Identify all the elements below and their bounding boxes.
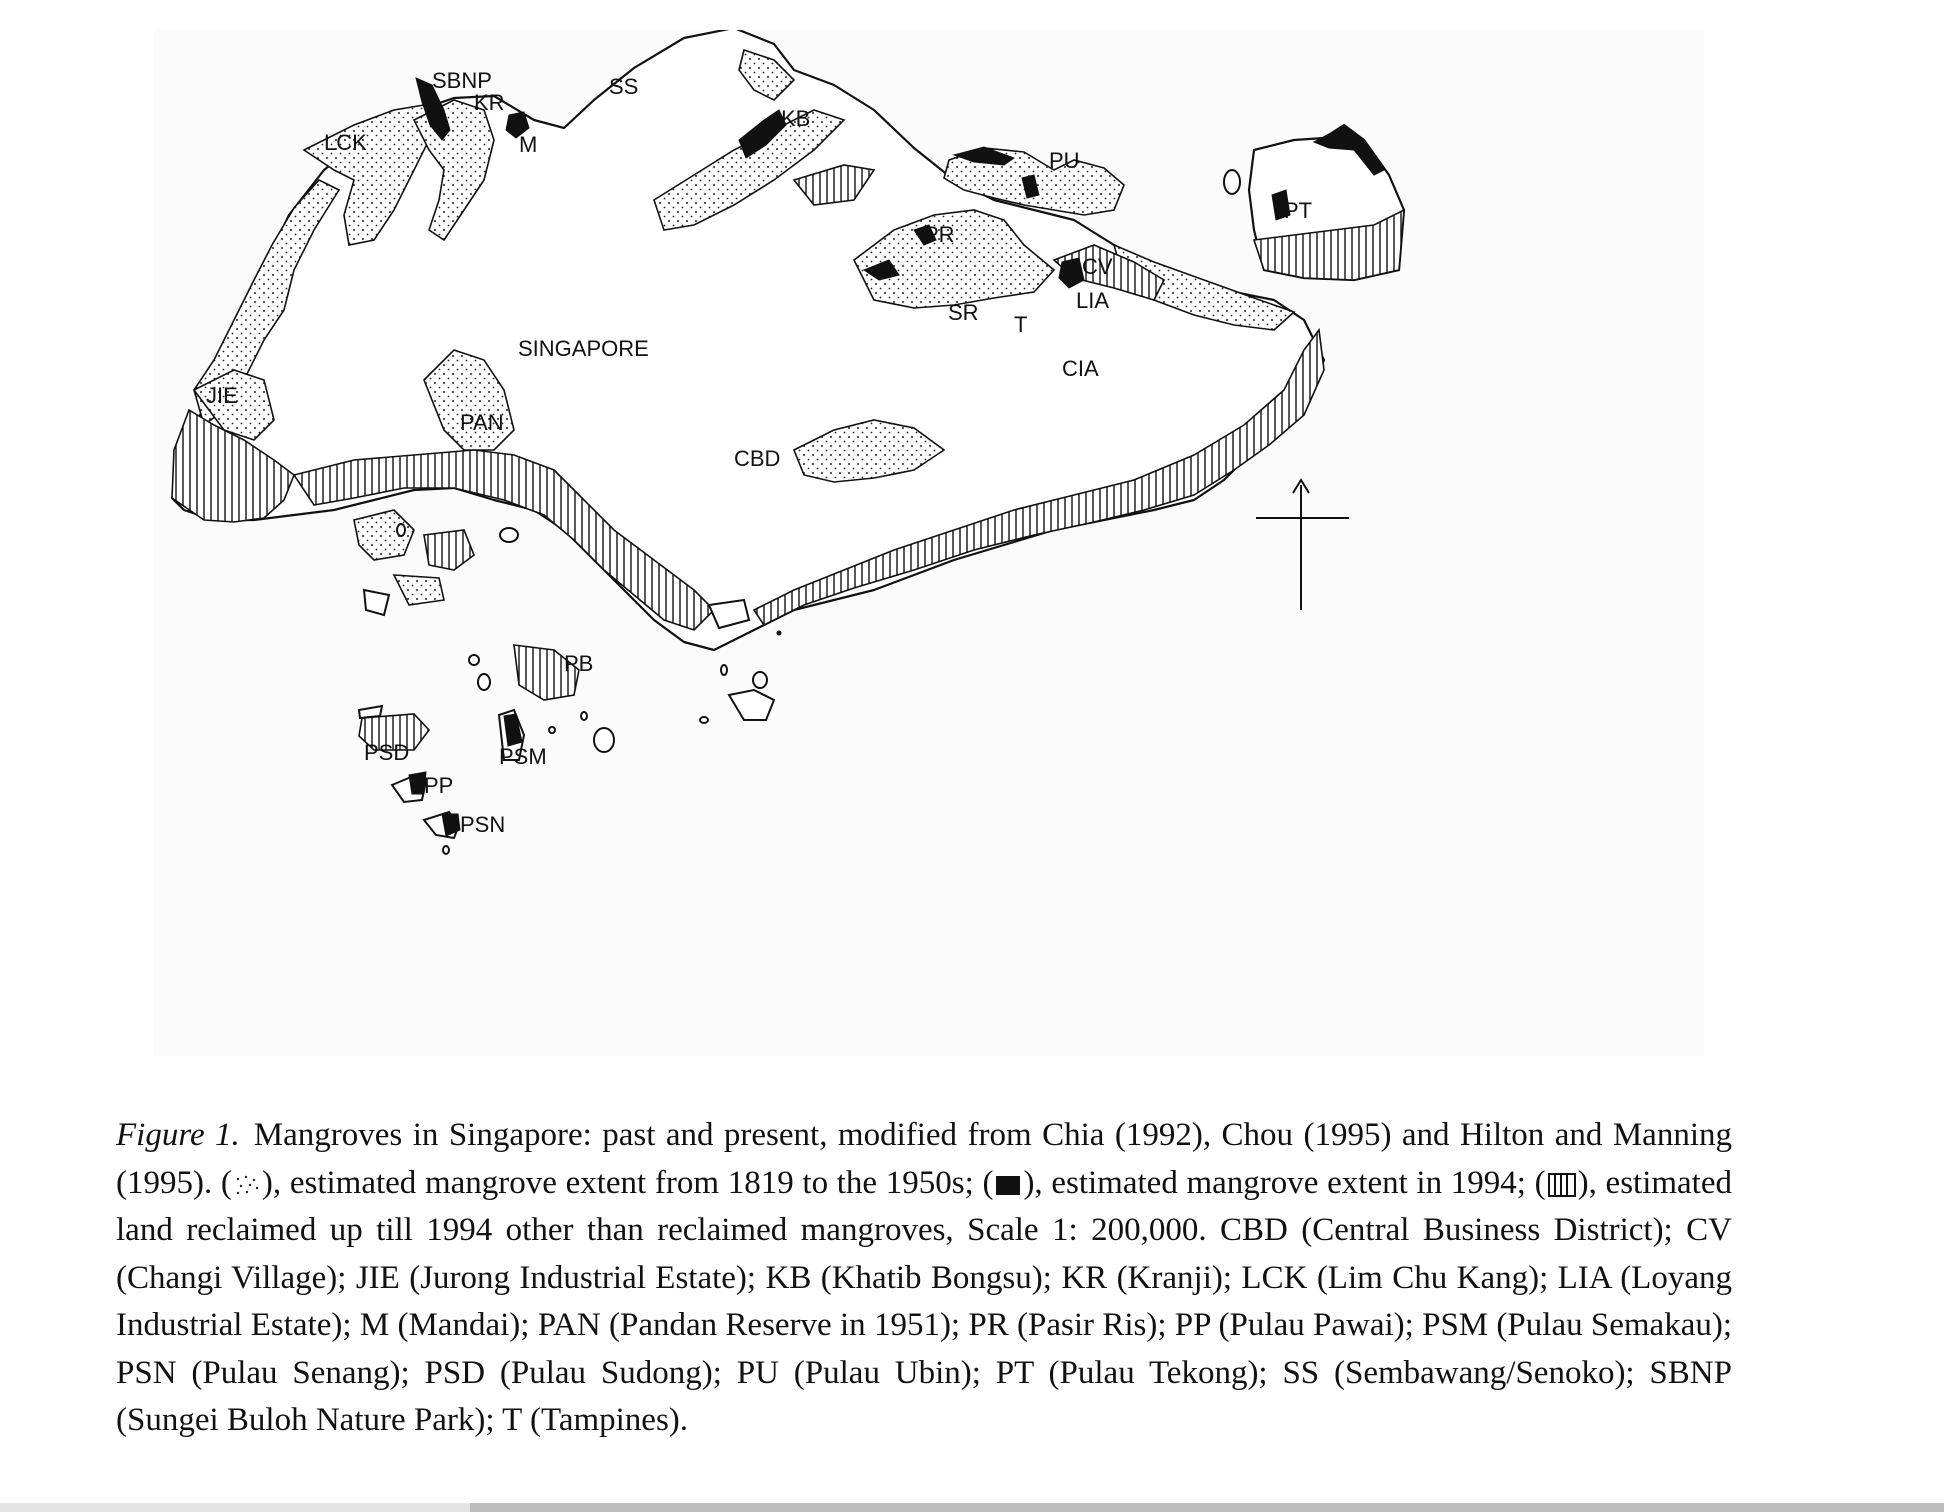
label-pp: PP <box>424 773 454 798</box>
label-t: T <box>1014 312 1028 337</box>
label-pu: PU <box>1049 148 1080 173</box>
label-lia: LIA <box>1076 288 1110 313</box>
north-arrow-icon <box>1256 480 1349 610</box>
label-psd: PSD <box>364 740 410 765</box>
islet-psn-south <box>443 846 449 854</box>
mangrove-map <box>154 30 1704 1056</box>
islet-south-5 <box>500 528 518 542</box>
label-psm: PSM <box>499 744 547 769</box>
label-cv: CV <box>1082 254 1113 279</box>
islet-south-6 <box>397 524 405 536</box>
island-south-4 <box>364 590 389 615</box>
label-pt: PT <box>1284 198 1313 223</box>
dotted-pattern-icon <box>233 1173 261 1197</box>
label-m: M <box>519 132 538 157</box>
island-south-2 <box>424 530 474 570</box>
singapore-main-island <box>172 30 1324 650</box>
vertical-lines-box-icon <box>1547 1172 1577 1198</box>
caption-text-4: ), estimated land reclaimed up till 1994 other than reclaimed mangroves, Scale 1: 200,000. CBD (Central Business District); CV (Changi Village); JIE (Jurong Industrial Estate); KB (Khatib Bongsu); KR (Kranji); LCK (Lim Chu Kang); LIA (Loyang Industrial Estate); M (Mandai); PAN (Pandan Reserve in 1951); PR (Pasir Ris); PP (Pulau Pawai); PSM (Pulau Semakau); PSN (Pulau Senang); PSD (Pulau Sudong); PU (Pulau Ubin); PT (Pulau Tekong); SS (Sembawang/Senoko); SBNP (Sungei Buloh Nature Park); T (Tampines). <box>116 1164 1733 1438</box>
label-kb: KB <box>781 106 811 131</box>
island-south-1 <box>354 510 414 560</box>
caption-text-3: ), estimated mangrove extent in 1994; ( <box>1023 1164 1546 1201</box>
label-sr: SR <box>948 300 979 325</box>
island-south-3 <box>394 575 444 605</box>
islet-east-1 <box>721 665 727 675</box>
islet-tekong-west <box>1224 170 1240 194</box>
islet-east-5 <box>700 717 708 723</box>
solid-black-box-icon <box>994 1173 1022 1197</box>
islet-psm-e2 <box>549 727 555 733</box>
label-cbd: CBD <box>734 446 781 471</box>
label-pr: PR <box>924 222 955 247</box>
islet-pb-west <box>469 655 479 665</box>
label-cia: CIA <box>1062 356 1099 381</box>
islet-psm-ne <box>581 712 587 720</box>
figure-caption <box>116 1112 1732 1445</box>
label-ss: SS <box>609 74 639 99</box>
label-sbnp: SBNP <box>432 68 492 93</box>
caption-text-1: Mangroves in Singapore: past and present, modified from Chia (1992), Chou (1995) and Hilton and Manning (1995). ( <box>116 1117 1732 1201</box>
figure-label: Figure 1. <box>116 1117 240 1153</box>
label-jie: JIE <box>206 383 238 408</box>
label-psn: PSN <box>460 812 506 837</box>
map-canvas <box>154 30 1704 1056</box>
label-pb: PB <box>564 651 594 676</box>
islet-east-2 <box>753 672 767 688</box>
label-singapore: SINGAPORE <box>518 336 649 361</box>
label-pan: PAN <box>460 410 504 435</box>
islet-east-dot <box>777 631 782 636</box>
islet-pb-sw <box>478 674 490 690</box>
scrollbar-thumb[interactable] <box>470 1503 1944 1512</box>
label-kr: KR <box>474 90 505 115</box>
islet-psm-east <box>594 728 614 752</box>
island-pulau-sudong-north <box>359 706 382 718</box>
island-east-3 <box>729 690 774 720</box>
caption-text-2: ), estimated mangrove extent from 1819 to the 1950s; ( <box>261 1164 994 1201</box>
label-lck: LCK <box>324 130 367 155</box>
